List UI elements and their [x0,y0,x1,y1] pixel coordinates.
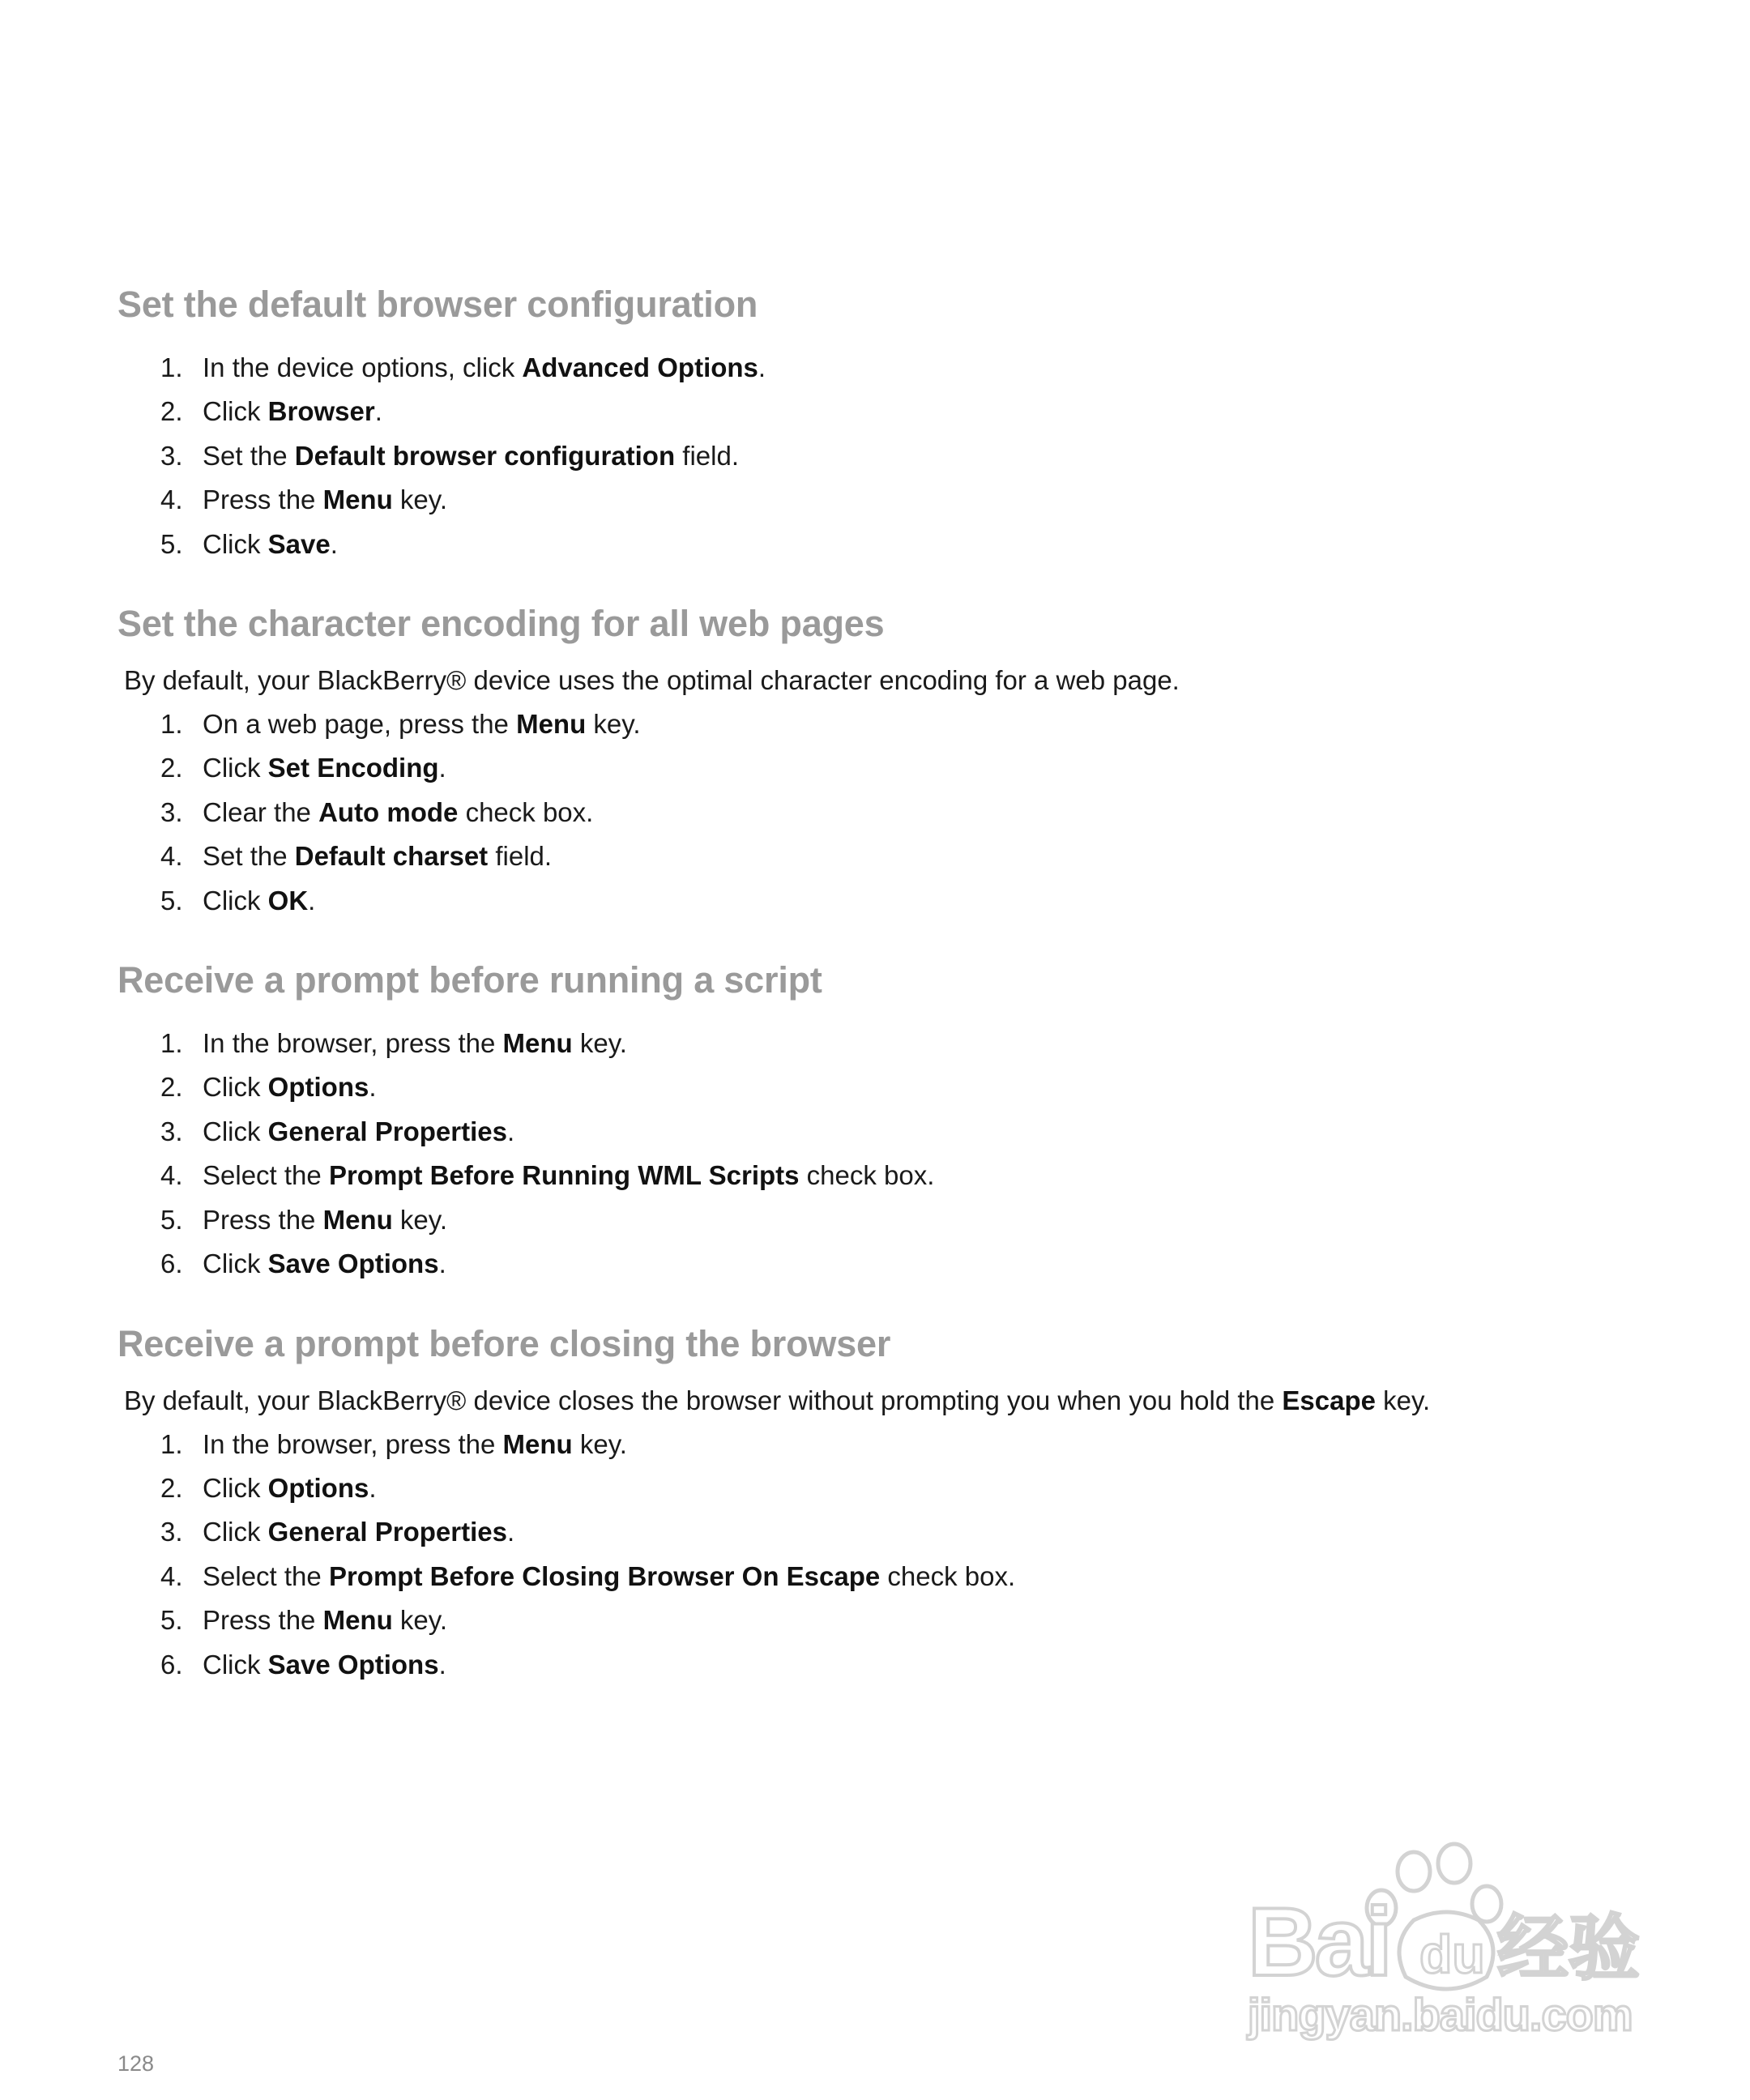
step-item [117,1466,1657,1510]
step-item [117,791,1657,834]
step-ui-term: General Properties [267,1116,507,1146]
step-number: 1. [160,1028,183,1059]
step-number: 4. [160,841,183,872]
section-prompt-before-script [117,955,1657,1286]
step-text: check box. [880,1560,1016,1591]
step-item [117,1598,1657,1642]
step-ui-term: Menu [516,709,587,740]
step-text: check box. [799,1160,935,1191]
step-ui-term: Menu [322,484,393,515]
step-item [117,1643,1657,1687]
section-character-encoding [117,599,1657,923]
step-text: In the device options, click [203,352,523,382]
step-text: Press the [203,1605,323,1636]
step-ui-term: Save Options [267,1248,439,1279]
section-heading: Receive a prompt before running a script [117,959,822,1001]
step-number: 3. [160,440,183,471]
section-heading: Receive a prompt before closing the browser [117,1322,891,1364]
step-item [117,1510,1657,1554]
intro-text: By default, your BlackBerry® device uses the optimal character encoding for a web page. [124,665,1180,696]
step-ui-term: Prompt Before Closing Browser On Escape [328,1560,881,1591]
step-text: Click [203,396,268,427]
step-text: Click [203,885,268,916]
svg-text:jingyan.baidu.com: jingyan.baidu.com [1248,1989,1633,2040]
step-ui-term: Menu [322,1204,393,1235]
section-default-browser-configuration [117,280,1657,566]
section-heading: Set the default browser configuration [117,284,758,325]
step-number: 6. [160,1248,183,1279]
step-item [117,1423,1657,1466]
step-number: 3. [160,1517,183,1547]
step-ui-term: Browser [267,396,375,427]
step-number: 3. [160,796,183,827]
step-ui-term: Menu [502,1428,573,1459]
step-text: field. [488,841,553,872]
step-item [117,702,1657,746]
step-text: Click [203,1649,268,1680]
svg-text:du: du [1419,1924,1485,1984]
step-item [117,746,1657,790]
step-ui-term: OK [267,885,309,916]
steps-list [117,1423,1657,1687]
step-text: . [506,1517,515,1547]
step-text: Click [203,1116,268,1146]
step-number: 1. [160,709,183,740]
step-ui-term: Menu [502,1028,573,1059]
step-number: 4. [160,1560,183,1591]
step-ui-term: Menu [322,1605,393,1636]
step-item [117,1154,1657,1197]
step-text: key. [392,1204,447,1235]
step-text: Clear the [203,796,319,827]
step-item [117,434,1657,478]
step-text: key. [392,1605,447,1636]
step-text: . [369,1072,377,1103]
step-item [117,834,1657,878]
steps-list [117,702,1657,923]
step-text: Select the [203,1560,329,1591]
step-text: . [506,1116,515,1146]
step-item [117,390,1657,433]
step-item [117,1555,1657,1598]
step-text: check box. [458,796,594,827]
section-prompt-before-closing [117,1319,1657,1687]
step-text: Set the [203,841,295,872]
step-item [117,1110,1657,1154]
step-text: key. [392,484,447,515]
step-text: Click [203,1248,268,1279]
step-item [117,1065,1657,1109]
step-number: 5. [160,1204,183,1235]
step-text: field. [675,440,739,471]
step-item [117,1022,1657,1065]
step-text: . [374,396,382,427]
step-ui-term: General Properties [267,1517,507,1547]
step-text: Click [203,1472,268,1503]
steps-list [117,346,1657,566]
step-text: . [438,753,446,783]
step-ui-term: Save Options [267,1649,439,1680]
step-number: 2. [160,1472,183,1503]
step-text: key. [572,1028,627,1059]
step-item [117,1242,1657,1286]
step-text: On a web page, press the [203,709,517,740]
step-number: 4. [160,1160,183,1191]
step-ui-term: Options [267,1472,369,1503]
step-number: 2. [160,753,183,783]
step-text: . [369,1472,377,1503]
step-text: Click [203,753,268,783]
paw-logo-icon [1240,1839,1661,2042]
step-text: . [758,352,766,382]
step-text: key. [572,1428,627,1459]
step-ui-term: Advanced Options [522,352,758,382]
step-item [117,1198,1657,1242]
step-item [117,346,1657,390]
section-intro [124,659,1657,702]
document-body [117,280,1657,1687]
step-item [117,523,1657,566]
step-text: . [330,528,338,559]
step-item [117,478,1657,522]
baidu-jingyan-watermark [1240,1839,1661,2042]
step-number: 6. [160,1649,183,1680]
svg-text:经验: 经验 [1497,1906,1641,1990]
step-text: Click [203,1072,268,1103]
step-number: 3. [160,1116,183,1146]
step-ui-term: Prompt Before Running WML Scripts [328,1160,800,1191]
step-ui-term: Set Encoding [267,753,439,783]
step-item [117,879,1657,923]
intro-text: key. [1375,1385,1431,1415]
step-number: 4. [160,484,183,515]
intro-ui-term: Escape [1282,1385,1376,1415]
step-text: . [438,1248,446,1279]
intro-text: By default, your BlackBerry® device closes the browser without prompting you when you hold the [124,1385,1283,1415]
step-number: 5. [160,885,183,916]
step-text: In the browser, press the [203,1028,503,1059]
step-ui-term: Options [267,1072,369,1103]
step-text: In the browser, press the [203,1428,503,1459]
page-number: 128 [117,2051,155,2076]
step-number: 5. [160,1605,183,1636]
section-heading: Set the character encoding for all web pages [117,603,885,645]
section-intro [124,1379,1657,1423]
svg-text:Bai: Bai [1248,1888,1389,1996]
step-text: Press the [203,484,323,515]
steps-list [117,1022,1657,1286]
step-number: 2. [160,396,183,427]
step-text: Click [203,528,268,559]
step-ui-term: Default charset [294,841,489,872]
step-text: Press the [203,1204,323,1235]
step-text: Set the [203,440,295,471]
step-number: 1. [160,1428,183,1459]
step-number: 2. [160,1072,183,1103]
step-text: . [308,885,316,916]
step-ui-term: Save [267,528,331,559]
step-number: 5. [160,528,183,559]
step-text: . [438,1649,446,1680]
step-ui-term: Auto mode [318,796,459,827]
step-ui-term: Default browser configuration [294,440,676,471]
step-number: 1. [160,352,183,382]
step-text: Click [203,1517,268,1547]
step-text: key. [586,709,641,740]
step-text: Select the [203,1160,329,1191]
